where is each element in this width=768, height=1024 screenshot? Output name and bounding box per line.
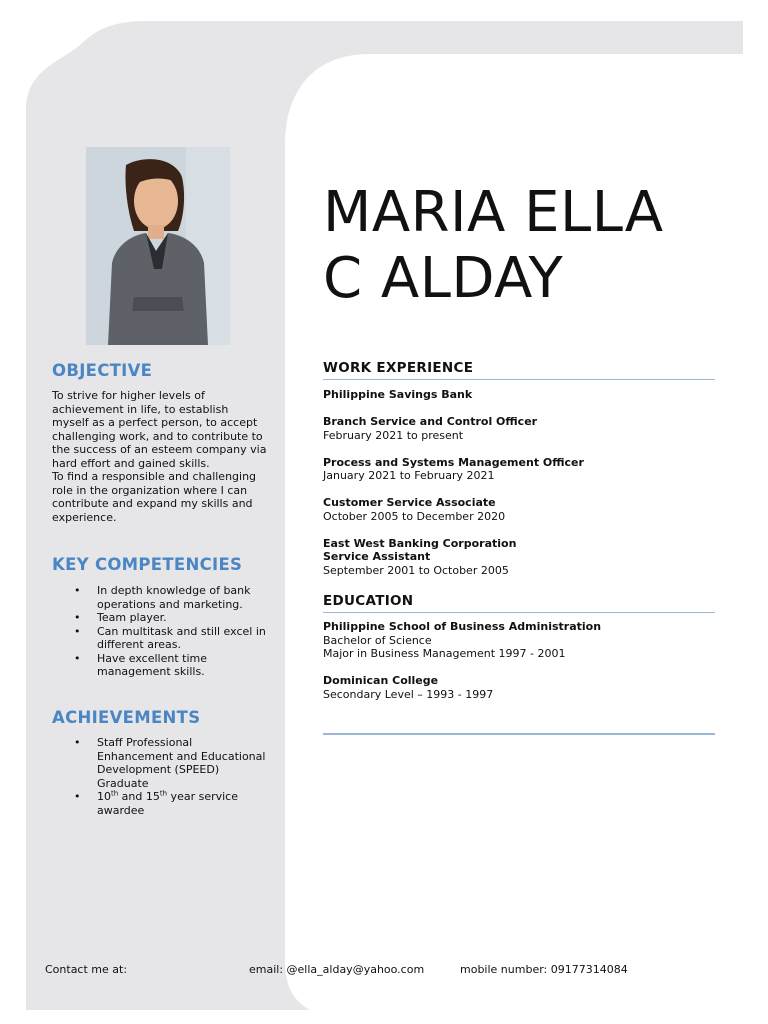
objective-section (52, 361, 267, 524)
school-name: Dominican College (323, 674, 439, 687)
job-dates: January 2021 to February 2021 (323, 469, 495, 482)
job-dates: September 2001 to October 2005 (323, 563, 509, 577)
job-dates: October 2005 to December 2020 (323, 509, 506, 523)
job-role: Customer Service Associate (323, 496, 496, 509)
school-name: Philippine School of Business Administration (323, 620, 602, 633)
major: Major in Business Management 1997 - 2001 (323, 647, 566, 660)
job-role: Branch Service and Control Officer (323, 415, 538, 428)
objective-text-2: To find a responsible and challenging role in the organization where I can contribute and expand my skills and experience. (52, 470, 257, 524)
work-entry-psbank (323, 388, 715, 577)
profile-photo (86, 147, 230, 345)
list-item: • Staff Professional Enhancement and Educational Development (SPEED) Graduate (52, 736, 267, 790)
list-item: • Team player. (52, 611, 267, 625)
work-experience-title: WORK EXPERIENCE (323, 360, 715, 380)
achievement-text-c: year service awardee (97, 790, 238, 817)
objective-title: OBJECTIVE (52, 361, 153, 380)
list-item: • Have excellent time management skills. (52, 652, 267, 679)
section-divider (323, 733, 715, 735)
achievements-section (52, 708, 267, 817)
company-name: East West Banking Corporation (323, 536, 517, 550)
job-role: Service Assistant (323, 550, 431, 563)
job-role: Process and Systems Management Officer (323, 455, 584, 469)
achievement-text-a: 10 (97, 790, 111, 803)
list-item: • In depth knowledge of bank operations and marketing. (52, 584, 267, 611)
education-section (323, 593, 715, 701)
company-name: Philippine Savings Bank (323, 388, 473, 401)
contact-label: Contact me at: (45, 963, 128, 976)
contact-email[interactable]: email: @ella_alday@yahoo.com (249, 963, 425, 976)
contact-mobile: mobile number: 09177314084 (460, 963, 628, 976)
achievements-title: ACHIEVEMENTS (52, 708, 201, 727)
objective-text: To strive for higher levels of achievement in life, to establish myself as a perfect person, to accept challenging work, and to contribute to the success of an esteem company via hard effort and gained skills. (52, 389, 267, 470)
school-level: Secondary Level – 1993 - 1997 (323, 687, 494, 701)
ordinal-suffix: th (111, 789, 119, 798)
achievements-list (52, 736, 267, 817)
competencies-title: KEY COMPETENCIES (52, 555, 243, 574)
education-entries (323, 620, 715, 701)
name-line-1: MARIA ELLA (323, 180, 664, 245)
name-line-2: C ALDAY (323, 246, 564, 311)
job-dates: February 2021 to present (323, 428, 464, 442)
ordinal-suffix: th (159, 789, 168, 798)
competencies-section (52, 555, 267, 679)
achievement-text-b: and 15 (118, 790, 160, 803)
degree: Bachelor of Science (323, 633, 432, 647)
work-experience-section (323, 360, 715, 577)
list-item (52, 790, 267, 817)
competencies-list (52, 584, 267, 679)
list-item: • Can multitask and still excel in different areas. (52, 625, 267, 652)
candidate-name (323, 180, 664, 312)
education-title: EDUCATION (323, 593, 715, 613)
